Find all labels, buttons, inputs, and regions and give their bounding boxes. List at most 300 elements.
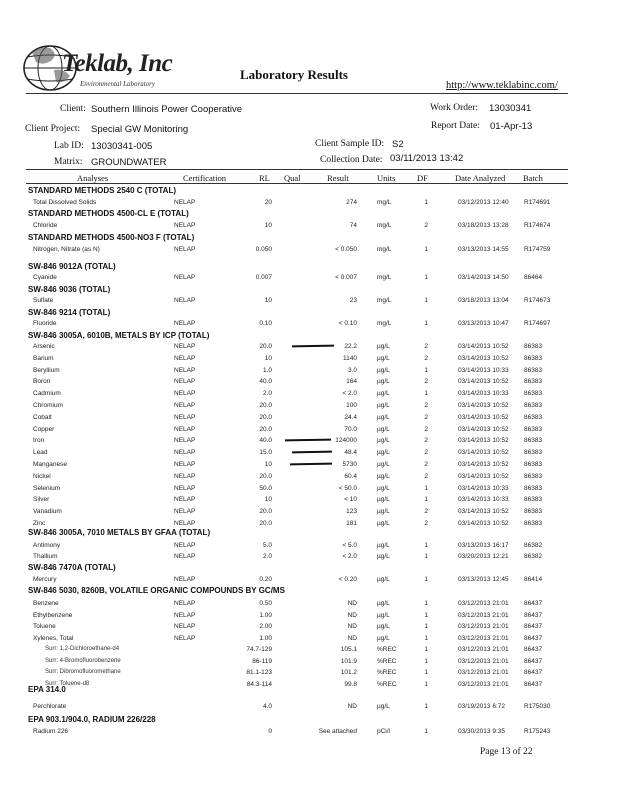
cell-analyte: Antimony [33,542,61,549]
cell-analyte: Surr: 4-Bromofluorobenzene [45,657,121,664]
cell-analyte: Xylenes, Total [33,634,74,642]
cell-analyte: Toluene [33,623,56,630]
lab-id-label: Lab ID: [54,141,84,151]
lab-id-value: 13030341-005 [91,141,153,152]
cell-result: 101.9 [340,657,357,665]
cell-date-analyzed: 03/14/2013 10:52 [458,378,509,386]
cell-df: 2 [424,508,428,516]
cell-analyte: Silver [33,496,50,504]
cell-rl: 0.50 [259,600,272,607]
cell-analyte: Lead [33,449,48,457]
cell-rl: 0.050 [255,246,272,253]
cell-date-analyzed: 03/13/2013 10:47 [458,320,509,327]
cell-result: 99.8 [344,680,357,688]
matrix-label: Matrix: [54,157,83,167]
cell-df: 2 [424,472,428,480]
cell-result: < 10 [344,496,357,504]
cell-df: 2 [424,520,428,527]
cell-result: 124000 [335,437,357,445]
cell-rl: 10 [264,354,272,362]
cell-df: 1 [424,623,428,630]
cell-batch: R174697 [524,320,551,327]
cell-batch: 86437 [524,634,543,642]
cell-analyte: Nitrogen, Nitrate (as N) [33,246,100,253]
cell-batch: R175243 [524,728,551,735]
cell-units: %REC [377,669,397,676]
work-order-value: 13030341 [489,103,532,114]
cell-units: µg/L [377,520,390,527]
cell-certification: NELAP [174,520,196,527]
cell-result: ND [347,703,357,710]
cell-units: µg/L [377,343,390,350]
cell-analyte: Mercury [33,576,57,583]
cell-batch: R174691 [524,199,551,206]
cell-df: 1 [424,646,428,653]
cell-df: 2 [424,461,428,468]
sample-id-label: Client Sample ID: [315,139,385,149]
cell-analyte: Surr: Toluene-d8 [45,680,90,687]
cell-certification: NELAP [174,199,196,206]
cell-units: µg/L [377,576,390,583]
cell-batch: 86437 [524,611,543,619]
cell-certification: NELAP [174,413,196,421]
client-label: Client: [60,104,86,114]
cell-df: 2 [424,222,428,229]
cell-df: 2 [424,449,428,457]
cell-df: 1 [424,484,428,492]
cell-batch: 86414 [524,576,543,583]
cell-date-analyzed: 03/14/2013 10:33 [458,484,509,492]
cell-df: 1 [424,634,428,642]
cell-units: µg/L [377,623,390,630]
cell-batch: 86464 [524,274,543,281]
cell-units: %REC [377,657,397,665]
collection-date-value: 03/11/2013 13:42 [390,153,464,164]
cell-result: ND [347,600,357,607]
cell-df: 1 [424,274,428,281]
cell-result: < 0.007 [335,274,357,281]
cell-analyte: Cadmium [33,390,61,398]
cell-result: 181 [346,520,357,527]
cell-df: 2 [424,402,428,409]
section-title: STANDARD METHODS 4500-CL E (TOTAL) [28,209,189,218]
cell-date-analyzed: 03/13/2013 14:55 [458,246,509,253]
cell-batch: R174674 [524,222,551,229]
cell-units: µg/L [377,437,390,445]
cell-units: %REC [377,646,397,653]
cell-units: µg/L [377,354,390,362]
cell-df: 1 [424,297,428,304]
cell-date-analyzed: 03/14/2013 10:52 [458,508,509,516]
cell-units: µg/L [377,449,390,457]
cell-date-analyzed: 03/14/2013 10:52 [458,520,509,527]
cell-result: < 2.0 [342,390,357,398]
cell-date-analyzed: 03/12/2013 21:01 [458,669,509,676]
cell-batch: 86383 [524,496,543,504]
cell-units: µg/L [377,600,390,607]
cell-df: 1 [424,576,428,583]
cell-result: 1140 [343,354,357,362]
cell-result: 60.4 [344,472,357,480]
col-df: DF [417,173,428,183]
cell-date-analyzed: 03/14/2013 10:52 [458,472,509,480]
cell-result: 123 [346,508,357,516]
cell-df: 1 [424,496,428,504]
cell-rl: 20.0 [259,425,272,433]
cell-date-analyzed: 03/12/2013 21:01 [458,634,509,642]
cell-units: mg/L [377,246,392,253]
cell-certification: NELAP [174,449,196,457]
cell-result: 101.2 [340,669,357,676]
cell-units: µg/L [377,508,390,516]
cell-df: 2 [424,413,428,421]
cell-batch: 86383 [524,508,543,516]
cell-rl: 50.0 [259,484,272,492]
cell-rl: 81.1-123 [246,669,272,676]
cell-df: 1 [424,680,428,688]
cell-batch: 86383 [524,378,543,386]
cell-batch: R174759 [524,246,551,253]
pen-mark [290,463,332,465]
pen-mark [292,451,332,453]
cell-certification: NELAP [174,425,196,433]
cell-date-analyzed: 03/14/2013 10:33 [458,366,509,374]
section-title: STANDARD METHODS 4500-NO3 F (TOTAL) [28,233,195,242]
cell-batch: 86383 [524,484,543,492]
cell-batch: 86383 [524,354,543,362]
cell-df: 2 [424,425,428,433]
cell-analyte: Iron [33,437,45,445]
logo-subtitle: Environmental Laboratory [80,80,155,88]
cell-batch: 86437 [524,657,543,665]
col-analyses: Analyses [77,173,109,183]
cell-rl: 1.00 [259,611,272,619]
project-label: Client Project: [25,124,81,134]
cell-date-analyzed: 03/30/2013 9:35 [458,728,505,735]
cell-df: 2 [424,343,428,350]
cell-date-analyzed: 03/12/2013 21:01 [458,600,509,607]
cell-rl: 84.3-114 [246,680,272,688]
cell-date-analyzed: 03/12/2013 21:01 [458,611,509,619]
cell-date-analyzed: 03/14/2013 10:33 [458,496,509,504]
cell-certification: NELAP [174,274,196,281]
cell-units: µg/L [377,461,390,468]
cell-result: 74 [349,222,357,229]
cell-units: µg/L [377,542,390,549]
cell-rl: 74.7-129 [246,646,272,653]
cell-units: µg/L [377,472,390,480]
cell-date-analyzed: 03/13/2013 12:45 [458,576,509,583]
cell-rl: 20.0 [259,520,272,527]
cell-df: 1 [424,246,428,253]
cell-certification: NELAP [174,343,196,350]
cell-certification: NELAP [174,576,196,583]
cell-batch: 86382 [524,553,543,560]
cell-result: < 50.0 [338,484,357,492]
cell-certification: NELAP [174,390,196,398]
cell-rl: 10 [264,222,272,229]
cell-rl: 20 [264,199,272,206]
cell-batch: 86383 [524,425,543,433]
cell-result: 24.4 [344,413,357,421]
cell-df: 1 [424,553,428,560]
cell-batch: 86383 [524,390,543,398]
cell-analyte: Manganese [33,461,67,468]
cell-analyte: Benzene [33,600,59,607]
cell-units: mg/L [377,222,392,229]
cell-date-analyzed: 03/14/2013 10:52 [458,413,509,421]
cell-rl: 1.0 [262,366,272,374]
cell-analyte: Cobalt [33,413,52,421]
project-value: Special GW Monitoring [91,124,189,135]
cell-result: 5730 [342,461,357,468]
cell-certification: NELAP [174,634,196,642]
cell-analyte: Boron [33,378,51,386]
cell-rl: 4.0 [262,703,272,710]
col-units: Units [377,173,396,183]
cell-units: µg/L [377,484,390,492]
matrix-value: GROUNDWATER [91,157,167,168]
cell-analyte: Sulfate [33,297,54,304]
cell-batch: 86383 [524,449,543,457]
cell-certification: NELAP [174,611,196,619]
cell-date-analyzed: 03/14/2013 10:52 [458,425,509,433]
cell-analyte: Chromium [33,402,63,409]
col-qual: Qual [284,173,301,183]
cell-result: 100 [346,402,357,409]
cell-date-analyzed: 03/14/2013 14:50 [458,274,509,281]
cell-result: < 0.050 [335,246,357,253]
cell-date-analyzed: 03/18/2013 13:04 [458,297,509,304]
cell-date-analyzed: 03/14/2013 10:52 [458,354,509,362]
cell-units: mg/L [377,199,392,206]
cell-certification: NELAP [174,496,196,504]
cell-units: µg/L [377,366,390,374]
cell-analyte: Thallium [33,553,58,560]
cell-units: µg/L [377,413,390,421]
section-title: EPA 903.1/904.0, RADIUM 226/228 [28,715,156,724]
cell-certification: NELAP [174,542,196,549]
cell-rl: 1.00 [259,634,272,642]
cell-units: µg/L [377,496,390,504]
cell-certification: NELAP [174,378,196,386]
cell-certification: NELAP [174,297,196,304]
cell-result: < 0.10 [338,320,357,327]
cell-rl: 10 [264,461,272,468]
report-date-value: 01-Apr-13 [490,121,533,132]
cell-units: mg/L [377,320,392,327]
cell-batch: 86437 [524,600,543,607]
cell-result: 22.2 [344,343,357,350]
cell-units: pCi/l [377,728,391,735]
section-title: SW-846 3005A, 7010 METALS BY GFAA (TOTAL) [28,528,211,537]
column-header-bottom-rule [26,183,568,184]
col-certification: Certification [183,173,226,183]
cell-certification: NELAP [174,437,196,445]
section-title: EPA 314.0 [28,685,66,694]
cell-date-analyzed: 03/12/2013 21:01 [458,646,509,653]
cell-df: 1 [424,600,428,607]
pen-mark [285,439,331,441]
cell-rl: 20.0 [259,413,272,421]
cell-certification: NELAP [174,508,196,516]
cell-rl: 40.0 [259,378,272,386]
cell-batch: 86382 [524,542,543,549]
col-result: Result [327,173,349,183]
cell-df: 1 [424,657,428,665]
cell-result: ND [347,634,357,642]
cell-batch: R174673 [524,297,551,304]
cell-result: 23 [349,297,357,304]
cell-rl: 20.0 [259,402,272,409]
cell-certification: NELAP [174,246,196,253]
cell-date-analyzed: 03/14/2013 10:52 [458,461,509,468]
cell-units: µg/L [377,402,390,409]
cell-units: µg/L [377,611,390,619]
cell-result: < 0.20 [338,576,357,583]
cell-analyte: Fluoride [33,320,57,327]
collection-date-label: Collection Date: [320,155,383,165]
cell-certification: NELAP [174,484,196,492]
work-order-label: Work Order: [430,103,479,113]
cell-df: 1 [424,320,428,327]
cell-analyte: Zinc [33,520,46,527]
cell-result: < 2.0 [342,553,357,560]
cell-result: 70.0 [344,425,357,433]
cell-rl: 0.007 [255,274,272,281]
cell-batch: 86383 [524,343,543,350]
website-link[interactable]: http://www.teklabinc.com/ [446,80,558,91]
cell-date-analyzed: 03/12/2013 21:01 [458,657,509,665]
cell-result: See attached [318,728,357,735]
cell-units: µg/L [377,378,390,386]
cell-date-analyzed: 03/20/2013 12:21 [458,553,509,560]
section-title: SW-846 5030, 8260B, VOLATILE ORGANIC COMPOUNDS BY GC/MS [28,586,285,595]
sample-id-value: S2 [392,139,404,150]
section-title: SW-846 9214 (TOTAL) [28,308,111,317]
header-rule [26,93,568,94]
cell-rl: 0 [268,728,272,735]
cell-df: 2 [424,354,428,362]
cell-batch: 86437 [524,646,543,653]
cell-batch: 86383 [524,402,543,409]
section-title: SW-846 7470A (TOTAL) [28,563,116,572]
cell-date-analyzed: 03/18/2013 13:28 [458,222,509,229]
cell-rl: 5.0 [262,542,272,549]
cell-result: 48.4 [344,449,357,457]
cell-df: 1 [424,703,428,710]
cell-analyte: Cyanide [33,274,57,281]
cell-date-analyzed: 03/14/2013 10:52 [458,343,509,350]
cell-rl: 2.0 [262,390,272,398]
cell-rl: 20.0 [259,472,272,480]
cell-certification: NELAP [174,320,196,327]
cell-batch: 86383 [524,472,543,480]
cell-result: 164 [346,378,357,386]
cell-batch: 86383 [524,437,543,445]
cell-df: 1 [424,542,428,549]
cell-batch: 86383 [524,413,543,421]
cell-result: ND [347,623,357,630]
cell-df: 1 [424,611,428,619]
cell-result: 274 [346,199,357,206]
cell-analyte: Perchlorate [33,703,67,710]
cell-result: ND [347,611,357,619]
cell-date-analyzed: 03/12/2013 21:01 [458,623,509,630]
cell-batch: 86437 [524,623,543,630]
cell-batch: 86383 [524,461,543,468]
cell-analyte: Selenium [33,484,61,492]
cell-batch: 86383 [524,520,543,527]
cell-certification: NELAP [174,402,196,409]
cell-analyte: Total Dissolved Solids [33,199,97,206]
cell-date-analyzed: 03/12/2013 21:01 [458,680,509,688]
cell-certification: NELAP [174,222,196,229]
cell-date-analyzed: 03/12/2013 12:40 [458,199,509,206]
cell-units: mg/L [377,274,392,281]
cell-rl: 0.10 [259,320,272,327]
cell-date-analyzed: 03/14/2013 10:52 [458,437,509,445]
client-value: Southern Illinois Power Cooperative [91,104,243,115]
cell-analyte: Barium [33,354,54,362]
cell-analyte: Chloride [33,222,58,229]
cell-units: µg/L [377,553,390,560]
cell-date-analyzed: 03/19/2013 6:72 [458,703,505,710]
cell-result: 3.0 [347,366,357,374]
section-title: SW-846 3005A, 6010B, METALS BY ICP (TOTAL) [28,331,210,340]
logo-name: Teklab, Inc [62,50,173,77]
cell-rl: 20.0 [259,508,272,516]
cell-units: µg/L [377,634,390,642]
cell-df: 1 [424,199,428,206]
column-header-top-rule [26,169,568,170]
cell-certification: NELAP [174,600,196,607]
cell-df: 2 [424,378,428,386]
cell-certification: NELAP [174,461,196,468]
cell-rl: 40.0 [259,437,272,445]
col-rl: RL [259,173,270,183]
cell-rl: 10 [264,496,272,504]
cell-batch: R175030 [524,703,551,710]
section-title: SW-846 9036 (TOTAL) [28,285,111,294]
cell-date-analyzed: 03/14/2013 10:52 [458,402,509,409]
cell-units: µg/L [377,390,390,398]
cell-units: mg/L [377,297,392,304]
cell-df: 1 [424,669,428,676]
cell-df: 1 [424,390,428,398]
cell-rl: 2.00 [259,623,272,630]
cell-certification: NELAP [174,472,196,480]
cell-analyte: Nickel [33,472,51,480]
cell-result: 105.1 [340,646,357,653]
cell-units: %REC [377,680,397,688]
cell-certification: NELAP [174,623,196,630]
cell-batch: 86437 [524,680,543,688]
cell-rl: 2.0 [262,553,272,560]
pen-mark [292,345,334,347]
section-title: STANDARD METHODS 2540 C (TOTAL) [28,186,177,195]
cell-date-analyzed: 03/14/2013 10:52 [458,449,509,457]
cell-rl: 10 [264,297,272,304]
cell-analyte: Vanadium [33,508,62,516]
report-date-label: Report Date: [431,121,480,131]
col-batch: Batch [523,173,543,183]
cell-analyte: Radium 226 [33,728,69,735]
cell-df: 2 [424,437,428,445]
page-title: Laboratory Results [240,67,348,82]
cell-analyte: Surr: Dibromofluoromethane [45,669,121,675]
cell-analyte: Beryllium [33,366,60,374]
